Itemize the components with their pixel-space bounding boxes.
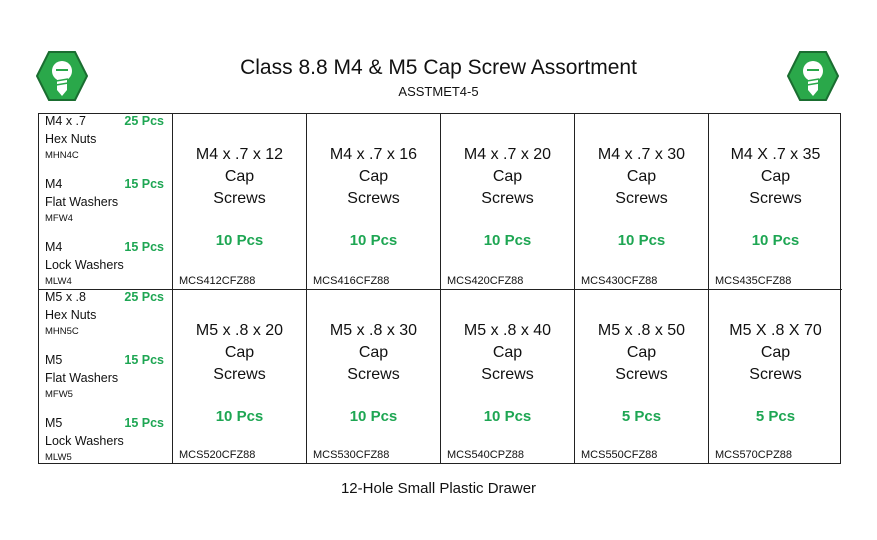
item-qty: 15 Pcs — [124, 353, 164, 367]
page-title: Class 8.8 M4 & M5 Cap Screw Assortment — [240, 56, 637, 79]
screw-type: Cap — [492, 168, 523, 185]
item-qty: 15 Pcs — [124, 240, 164, 254]
screw-compartment — [709, 290, 842, 463]
screw-code: MCS570CPZ88 — [715, 449, 793, 461]
item-qty: 25 Pcs — [124, 290, 164, 304]
screw-code: MCS420CFZ88 — [447, 275, 524, 287]
item-desc: Hex Nuts — [45, 132, 97, 146]
screw-qty: 5 Pcs — [621, 408, 662, 425]
screw-qty: 10 Pcs — [215, 232, 264, 249]
screw-type: Screws — [347, 366, 400, 383]
side-compartment — [39, 290, 173, 463]
screw-type: Screws — [347, 190, 400, 207]
screw-size: M5 X .8 X 70 — [729, 322, 822, 339]
side-item — [45, 177, 164, 235]
screw-type: Cap — [760, 344, 791, 361]
drawer-grid — [38, 113, 841, 464]
screw-type: Cap — [358, 168, 389, 185]
item-code: MLW5 — [45, 452, 72, 463]
screw-type: Cap — [224, 168, 255, 185]
screw-compartment — [441, 114, 575, 290]
screw-compartment — [173, 114, 307, 290]
screw-size: M4 x .7 x 30 — [597, 146, 686, 163]
item-qty: 15 Pcs — [124, 416, 164, 430]
screw-qty: 10 Pcs — [483, 408, 532, 425]
screw-type: Cap — [760, 168, 791, 185]
side-item — [45, 290, 164, 348]
screw-compartment — [709, 114, 842, 290]
screw-qty: 10 Pcs — [483, 232, 532, 249]
screw-compartment — [575, 290, 709, 463]
screw-type: Cap — [224, 344, 255, 361]
item-desc: Flat Washers — [45, 195, 119, 209]
screw-size: M4 x .7 x 16 — [329, 146, 418, 163]
item-size: M4 — [45, 240, 63, 254]
screw-qty: 10 Pcs — [215, 408, 264, 425]
screw-size: M5 x .8 x 50 — [597, 322, 686, 339]
item-qty: 15 Pcs — [124, 177, 164, 191]
screw-compartment — [173, 290, 307, 463]
screw-size: M4 X .7 x 35 — [730, 146, 821, 163]
item-code: MHN5C — [45, 326, 79, 337]
screw-type: Cap — [626, 168, 657, 185]
screw-type: Screws — [615, 190, 668, 207]
screw-type: Screws — [481, 366, 534, 383]
screw-code: MCS416CFZ88 — [313, 275, 390, 287]
item-code: MLW4 — [45, 276, 72, 287]
item-desc: Lock Washers — [45, 258, 124, 272]
item-desc: Lock Washers — [45, 434, 124, 448]
item-code: MFW5 — [45, 389, 73, 400]
item-size: M5 x .8 — [45, 290, 86, 304]
side-item — [45, 416, 164, 474]
item-desc: Hex Nuts — [45, 308, 97, 322]
screw-code: MCS435CFZ88 — [715, 275, 792, 287]
screw-size: M5 x .8 x 30 — [329, 322, 418, 339]
screw-type: Screws — [213, 366, 266, 383]
screw-type: Screws — [749, 366, 802, 383]
item-desc: Flat Washers — [45, 371, 119, 385]
item-size: M5 — [45, 353, 63, 367]
screw-size: M4 x .7 x 20 — [463, 146, 552, 163]
side-compartment — [39, 114, 173, 290]
screw-type: Cap — [492, 344, 523, 361]
screw-type: Screws — [749, 190, 802, 207]
part-number: ASSTMET4-5 — [398, 84, 479, 99]
screw-code: MCS550CFZ88 — [581, 449, 658, 461]
screw-compartment — [307, 114, 441, 290]
drawer-caption: 12-Hole Small Plastic Drawer — [340, 480, 537, 497]
item-size: M4 — [45, 177, 63, 191]
screw-qty: 10 Pcs — [751, 232, 800, 249]
screw-code: MCS430CFZ88 — [581, 275, 658, 287]
screw-code: MCS520CFZ88 — [179, 449, 256, 461]
item-code: MFW4 — [45, 213, 73, 224]
screw-size: M5 x .8 x 40 — [463, 322, 552, 339]
screw-type: Cap — [358, 344, 389, 361]
item-size: M4 x .7 — [45, 114, 86, 128]
side-item — [45, 353, 164, 411]
side-item — [45, 114, 164, 172]
item-size: M5 — [45, 416, 63, 430]
screw-code: MCS540CPZ88 — [447, 449, 525, 461]
screw-size: M4 x .7 x 12 — [195, 146, 284, 163]
screw-code: MCS412CFZ88 — [179, 275, 256, 287]
screw-type: Screws — [213, 190, 266, 207]
screw-compartment — [441, 290, 575, 463]
screw-code: MCS530CFZ88 — [313, 449, 390, 461]
screw-compartment — [307, 290, 441, 463]
screw-type: Cap — [626, 344, 657, 361]
screw-compartment — [575, 114, 709, 290]
screw-type: Screws — [615, 366, 668, 383]
screw-qty: 10 Pcs — [349, 408, 398, 425]
item-qty: 25 Pcs — [124, 114, 164, 128]
item-code: MHN4C — [45, 150, 79, 161]
screw-qty: 10 Pcs — [617, 232, 666, 249]
screw-type: Screws — [481, 190, 534, 207]
screw-qty: 5 Pcs — [755, 408, 796, 425]
screw-size: M5 x .8 x 20 — [195, 322, 284, 339]
screw-qty: 10 Pcs — [349, 232, 398, 249]
